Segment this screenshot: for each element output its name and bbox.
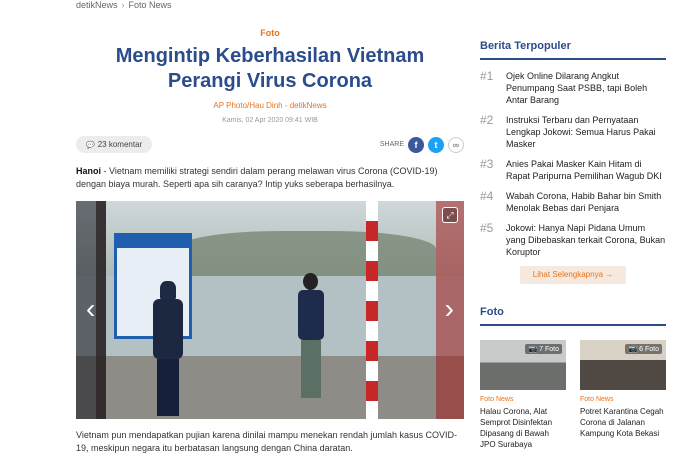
- officer-body: [153, 299, 183, 359]
- popular-list: [480, 70, 666, 258]
- officer-legs: [157, 359, 179, 416]
- list-item[interactable]: [480, 114, 666, 150]
- popular-heading: Berita Terpopuler: [480, 40, 666, 60]
- popular-link[interactable]: Ojek Online Dilarang Angkut Penumpang Saat PSBB, tapi Boleh Antar Barang: [506, 71, 648, 105]
- article-byline: AP Photo/Hau Dinh - detikNews: [213, 101, 327, 110]
- facebook-icon[interactable]: f: [408, 137, 424, 153]
- article-date: Kamis, 02 Apr 2020 09:41 WIB: [222, 117, 318, 124]
- photo-woman: [291, 273, 331, 403]
- photo-count: 6 Foto: [639, 346, 659, 353]
- expand-icon[interactable]: ⤢: [442, 207, 458, 223]
- share-bar: [380, 137, 464, 153]
- comments-button[interactable]: [76, 136, 152, 153]
- rank-number: #4: [480, 189, 494, 203]
- article-lead: [76, 165, 464, 191]
- photo-trees: [176, 231, 436, 276]
- photo-count-badge: [525, 344, 562, 354]
- photo-gallery[interactable]: [76, 201, 464, 419]
- foto-section: [480, 306, 666, 450]
- list-item[interactable]: [480, 190, 666, 214]
- photo-striped-pole: [366, 201, 378, 419]
- photo-sidewalk: [76, 356, 464, 419]
- lead-text: - Vietnam memiliki strategi sendiri dalam perang melawan virus Corona (COVID-19) dengan biaya murah. Seperti apa sih caranya? Intip yuks seberapa berhasilnya.: [76, 166, 438, 189]
- article-category[interactable]: Foto: [260, 28, 280, 38]
- photo-caption: Vietnam pun mendapatkan pujian karena dinilai mampu menekan rendah jumlah kasus COVID-19, meskipun negara itu berbatasan langsung dengan China daratan.: [76, 430, 458, 453]
- lead-location: Hanoi: [76, 166, 102, 176]
- breadcrumb-home[interactable]: detikNews: [76, 0, 118, 10]
- list-item[interactable]: [480, 222, 666, 258]
- photo-officer: [148, 281, 188, 416]
- list-item[interactable]: [480, 158, 666, 182]
- foto-card[interactable]: [580, 340, 666, 450]
- link-icon[interactable]: ∞: [448, 137, 464, 153]
- popular-link[interactable]: Instruksi Terbaru dan Pernyataan Lengkap Jokowi: Semua Harus Pakai Masker: [506, 115, 656, 149]
- page-title: Mengintip Keberhasilan Vietnam Perangi Virus Corona: [115, 45, 425, 92]
- popular-link[interactable]: Anies Pakai Masker Kain Hitam di Rapat Paripurna Pemilihan Wagub DKI: [506, 159, 662, 181]
- foto-title[interactable]: Potret Karantina Cegah Corona di Jalanan Kampung Kota Bekasi: [580, 407, 664, 438]
- breadcrumb-current[interactable]: Foto News: [128, 0, 172, 10]
- chevron-right-icon[interactable]: ›: [444, 293, 454, 324]
- foto-thumbnail[interactable]: [580, 340, 666, 390]
- camera-icon: 📷: [528, 346, 538, 353]
- officer-head: [160, 281, 176, 299]
- chevron-left-icon[interactable]: ‹: [86, 293, 96, 324]
- sidebar: [480, 40, 666, 450]
- foto-grid: [480, 340, 666, 450]
- see-more-button[interactable]: Lihat Selengkapnya →: [520, 266, 626, 284]
- foto-thumbnail[interactable]: [480, 340, 566, 390]
- woman-body: [298, 290, 324, 340]
- comment-icon: 💬: [86, 141, 95, 149]
- popular-link[interactable]: Jokowi: Hanya Napi Pidana Umum yang Dibebaskan terkait Corona, Bukan Koruptor: [506, 223, 666, 257]
- woman-legs: [301, 340, 321, 398]
- foto-heading: Foto: [480, 306, 666, 326]
- rank-number: #3: [480, 157, 494, 171]
- breadcrumb: [76, 0, 172, 10]
- woman-head: [303, 273, 318, 290]
- signboard-header: [117, 236, 189, 248]
- comments-count: 23 komentar: [97, 140, 143, 149]
- foto-card[interactable]: [480, 340, 566, 450]
- foto-title[interactable]: Halau Corona, Alat Semprot Disinfektan Dipasang di Bawah JPO Surabaya: [480, 407, 553, 449]
- rank-number: #1: [480, 69, 494, 83]
- foto-category[interactable]: Foto News: [580, 396, 614, 403]
- share-label: SHARE: [379, 141, 404, 148]
- camera-icon: 📷: [628, 346, 638, 353]
- article-meta: [76, 136, 464, 153]
- popular-link[interactable]: Wabah Corona, Habib Bahar bin Smith Menolak Bebas dari Penjara: [506, 191, 662, 213]
- breadcrumb-separator: ›: [121, 0, 125, 10]
- twitter-icon[interactable]: t: [428, 137, 444, 153]
- foto-category[interactable]: Foto News: [480, 396, 514, 403]
- photo-count-badge: [625, 344, 662, 354]
- rank-number: #5: [480, 221, 494, 235]
- rank-number: #2: [480, 113, 494, 127]
- list-item[interactable]: [480, 70, 666, 106]
- article: [76, 22, 464, 455]
- photo-count: 7 Foto: [539, 346, 559, 353]
